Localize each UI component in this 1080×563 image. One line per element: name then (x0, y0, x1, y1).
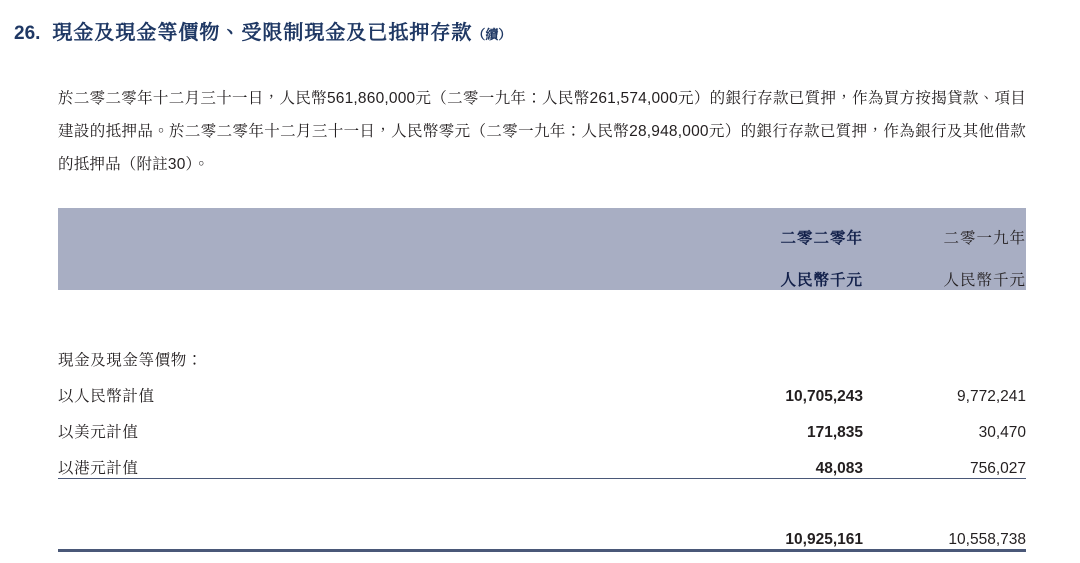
spacer-label-cell (58, 290, 700, 330)
section-title-2020-cell (700, 330, 863, 370)
row-label: 以人民幣計值 (58, 388, 155, 405)
row-value-2020: 171,835 (700, 406, 863, 442)
financial-table-wrapper (58, 208, 1026, 560)
spacer-2020-cell (700, 290, 863, 330)
table-section-title-row (58, 330, 1026, 370)
note-title-suffix: （續） (472, 27, 512, 42)
financial-table (58, 208, 1026, 560)
table-bottom-pad (58, 552, 1026, 560)
table-total-row (58, 509, 1026, 551)
row-label: 以港元計值 (58, 460, 139, 477)
row-value-2019: 756,027 (969, 460, 1026, 477)
note-heading (14, 16, 511, 45)
table-row (58, 406, 1026, 442)
row-label: 以美元計值 (58, 424, 139, 441)
header-2019-unit: 人民幣千元 (863, 248, 1026, 290)
note-number: 26. (14, 23, 41, 44)
row-value-2019: 9,772,241 (957, 388, 1026, 405)
header-2020-unit: 人民幣千元 (700, 248, 863, 290)
gap-2020-cell (700, 479, 863, 509)
table-spacer-row (58, 290, 1026, 330)
note-title: 現金及現金等價物、受限制現金及已抵押存款 (52, 22, 473, 44)
header-blank-cell-2 (58, 248, 700, 290)
table-gap-row (58, 479, 1026, 509)
gap-2019-cell (863, 479, 1026, 509)
total-value-2019: 10,558,738 (948, 531, 1026, 548)
header-2020-year: 二零二零年 (700, 208, 863, 248)
total-value-2020: 10,925,161 (700, 509, 863, 551)
section-title-2019-cell (863, 330, 1026, 370)
header-blank-cell (58, 208, 700, 248)
header-2019-year: 二零一九年 (863, 208, 1026, 248)
note-paragraph: 於二零二零年十二月三十一日，人民幣561,860,000元（二零一九年：人民幣261,574,000元）的銀行存款已質押，作為買方按揭貸款、項目建設的抵押品。於二零二零年十二月三十一日，人民幣零元（二零一九年：人民幣28,948,000元）的銀行存款已質押，作為銀行及其他借款的抵押品（附註30）。 (58, 90, 1026, 173)
table-header-row-1 (58, 208, 1026, 248)
total-label (58, 509, 700, 551)
spacer-2019-cell (863, 290, 1026, 330)
row-value-2020: 10,705,243 (700, 370, 863, 406)
section-title-label: 現金及現金等價物： (58, 352, 203, 369)
table-row (58, 442, 1026, 479)
gap-label-cell (58, 479, 700, 509)
table-row (58, 370, 1026, 406)
row-value-2019: 30,470 (978, 424, 1026, 441)
row-value-2020: 48,083 (700, 442, 863, 479)
bottom-pad-2020 (700, 552, 863, 560)
table-header-row-2 (58, 248, 1026, 290)
bottom-pad-label (58, 552, 700, 560)
bottom-pad-2019 (863, 552, 1026, 560)
